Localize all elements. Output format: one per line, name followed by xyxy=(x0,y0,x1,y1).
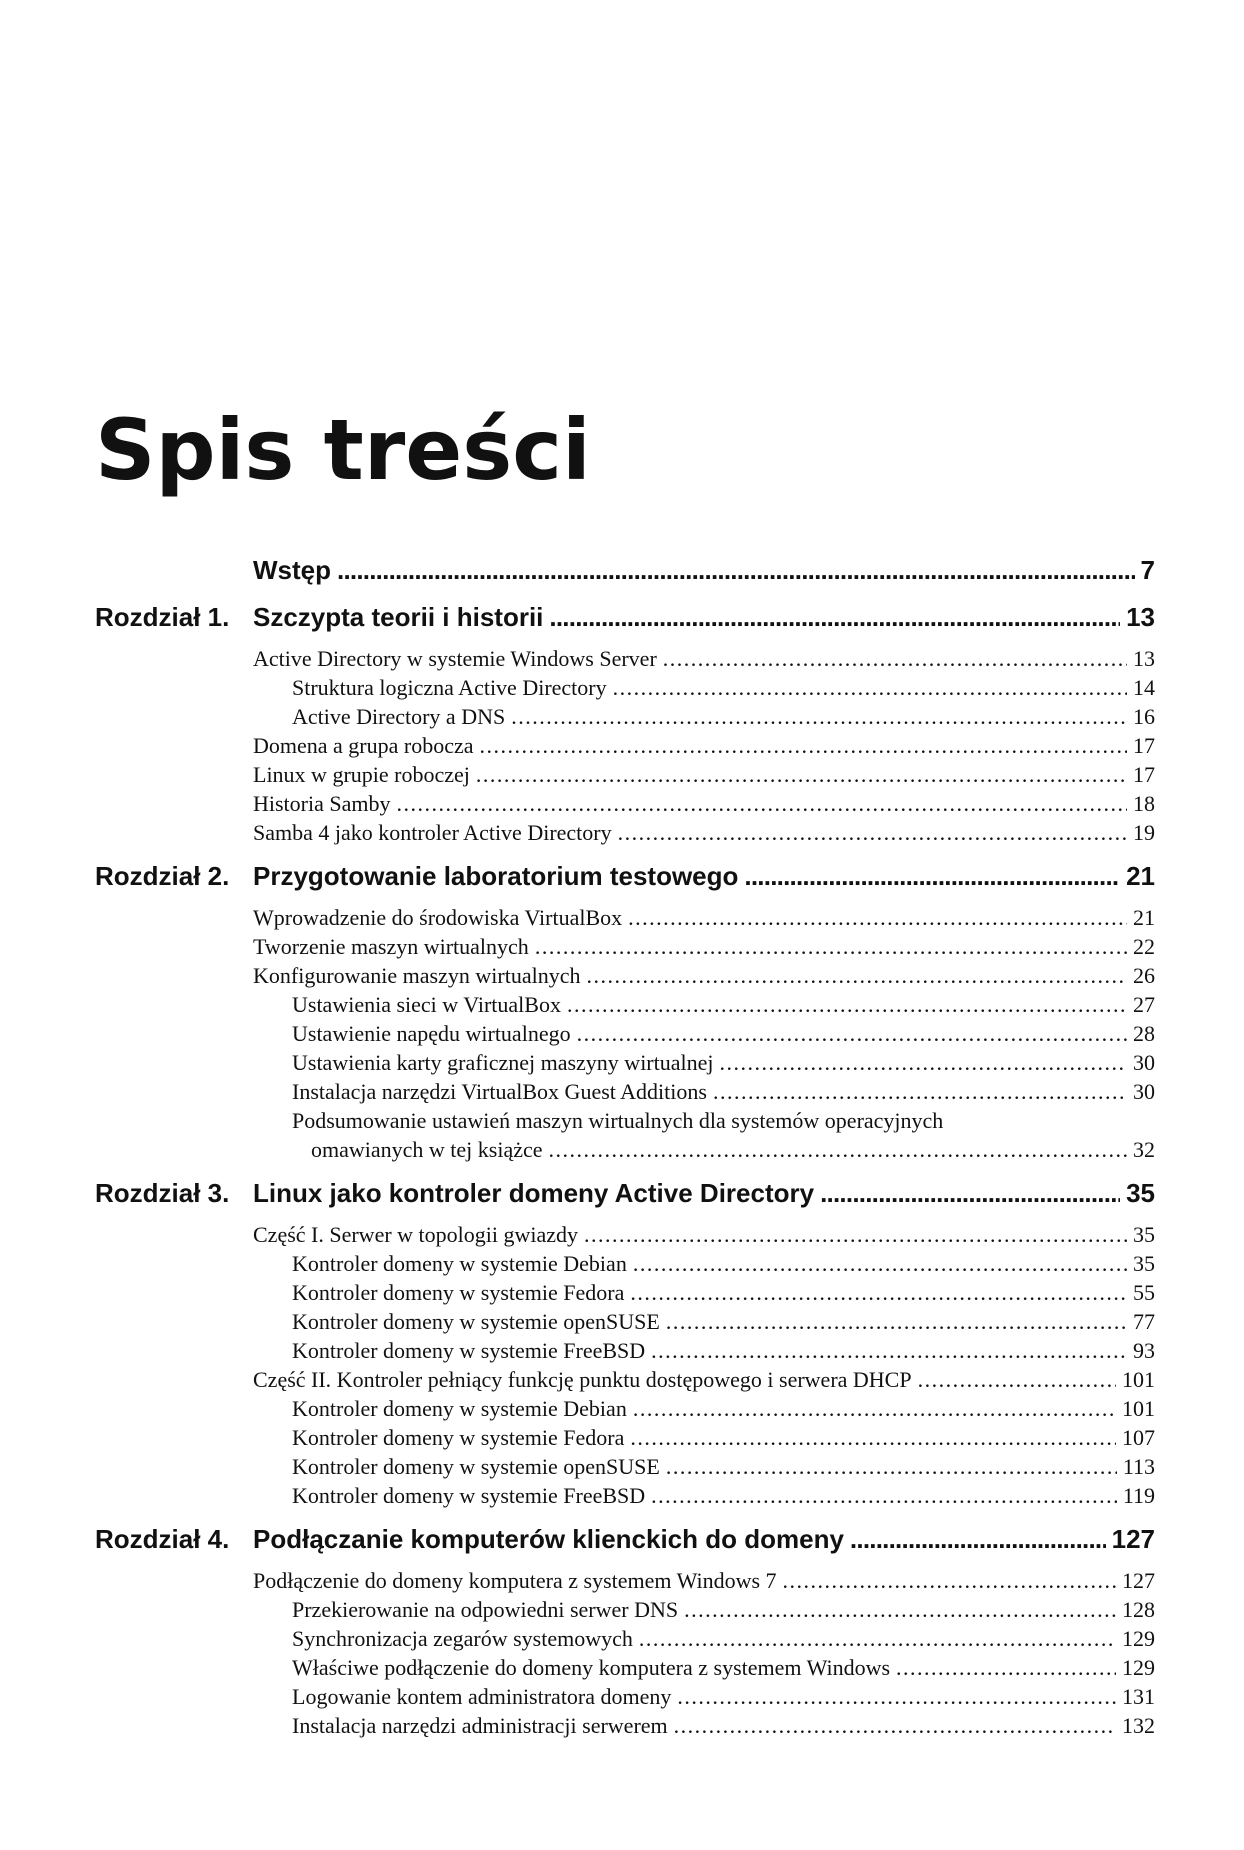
toc-section[interactable] xyxy=(292,1483,1155,1512)
chapter-number: Rozdział 3. xyxy=(95,1178,230,1208)
page-number: 13 xyxy=(1133,646,1155,671)
toc-section[interactable] xyxy=(292,1597,1155,1626)
section-title: Ustawienie napędu wirtualnego xyxy=(292,1021,571,1046)
toc-entry-intro[interactable] xyxy=(95,555,1155,599)
dot-leader xyxy=(535,934,1127,960)
toc-section[interactable] xyxy=(253,762,1155,791)
toc-section[interactable] xyxy=(292,1079,1155,1108)
section-title: Tworzenie maszyn wirtualnych xyxy=(253,934,529,959)
section-title: Instalacja narzędzi administracji serwerem xyxy=(292,1713,668,1738)
chapter-spacer xyxy=(95,1512,1155,1524)
toc-section[interactable] xyxy=(253,820,1155,849)
dot-leader xyxy=(918,1367,1116,1393)
chapter-number: Rozdział 4. xyxy=(95,1524,230,1554)
toc-section[interactable] xyxy=(253,905,1155,934)
dot-leader xyxy=(666,1454,1117,1480)
toc-chapter-1[interactable] xyxy=(95,602,1155,646)
toc-section[interactable] xyxy=(292,1309,1155,1338)
toc-chapter-2[interactable] xyxy=(95,861,1155,905)
page-number: 16 xyxy=(1133,704,1155,729)
toc-section[interactable] xyxy=(292,1425,1155,1454)
section-title: Kontroler domeny w systemie FreeBSD xyxy=(292,1338,646,1363)
section-title: Active Directory w systemie Windows Server xyxy=(253,646,657,671)
page-number: 7 xyxy=(1140,555,1155,585)
dot-leader xyxy=(651,1338,1127,1364)
section-title: Wprowadzenie do środowiska VirtualBox xyxy=(253,905,623,930)
section-title: Ustawienia karty graficznej maszyny wirtualnej xyxy=(292,1050,714,1075)
page-number: 35 xyxy=(1126,1178,1155,1208)
dot-leader xyxy=(618,820,1127,846)
page-number: 113 xyxy=(1122,1454,1155,1479)
page-number: 127 xyxy=(1111,1524,1155,1554)
dot-leader xyxy=(896,1655,1116,1681)
chapter-number: Rozdział 1. xyxy=(95,602,230,632)
page-number: 21 xyxy=(1133,905,1155,930)
section-title: Linux w grupie roboczej xyxy=(253,762,470,787)
chapter-title: Linux jako kontroler domeny Active Directory xyxy=(253,1178,815,1208)
page-number: 77 xyxy=(1133,1309,1155,1334)
dot-leader xyxy=(397,791,1128,817)
dot-leader xyxy=(677,1684,1116,1710)
section-title: Podsumowanie ustawień maszyn wirtualnych dla systemów operacyjnych xyxy=(292,1108,944,1133)
toc-section[interactable] xyxy=(292,1021,1155,1050)
dot-leader xyxy=(713,1079,1127,1105)
toc-section[interactable] xyxy=(292,1108,1155,1137)
section-title: Active Directory a DNS xyxy=(292,704,506,729)
section-title: Kontroler domeny w systemie Fedora xyxy=(292,1425,625,1450)
dot-leader xyxy=(586,963,1127,989)
dot-leader xyxy=(476,762,1127,788)
page-number: 35 xyxy=(1133,1251,1155,1276)
page-number: 28 xyxy=(1133,1021,1155,1046)
toc-section[interactable] xyxy=(292,1684,1155,1713)
toc-section[interactable] xyxy=(253,646,1155,675)
page-number: 35 xyxy=(1133,1222,1155,1247)
page-number: 129 xyxy=(1122,1626,1155,1651)
chapter-title: Przygotowanie laboratorium testowego xyxy=(253,861,739,891)
dot-leader xyxy=(633,1251,1127,1277)
dot-leader xyxy=(511,704,1127,730)
page-title: Spis treści xyxy=(95,401,591,499)
page-number: 101 xyxy=(1122,1367,1155,1392)
section-title: Podłączenie do domeny komputera z systemem Windows 7 xyxy=(253,1568,777,1593)
dot-leader xyxy=(720,1050,1127,1076)
toc-section[interactable] xyxy=(292,992,1155,1021)
toc-section[interactable] xyxy=(253,1222,1155,1251)
dot-leader xyxy=(639,1626,1116,1652)
page-number: 27 xyxy=(1133,992,1155,1017)
toc-section[interactable] xyxy=(253,1367,1155,1396)
toc-chapter-3[interactable] xyxy=(95,1178,1155,1222)
page-number: 101 xyxy=(1122,1396,1155,1421)
page-number: 30 xyxy=(1133,1079,1155,1104)
toc-section[interactable] xyxy=(292,1338,1155,1367)
page-number: 107 xyxy=(1122,1425,1155,1450)
toc-section[interactable] xyxy=(292,1713,1155,1742)
dot-leader xyxy=(684,1597,1116,1623)
section-title: Kontroler domeny w systemie Debian xyxy=(292,1251,627,1276)
toc-section[interactable] xyxy=(292,1396,1155,1425)
toc-section[interactable] xyxy=(292,704,1155,733)
section-title: Synchronizacja zegarów systemowych xyxy=(292,1626,633,1651)
section-title: Instalacja narzędzi VirtualBox Guest Additions xyxy=(292,1079,707,1104)
dot-leader xyxy=(613,675,1127,701)
page-number: 132 xyxy=(1122,1713,1155,1738)
intro-title: Wstęp xyxy=(253,555,331,585)
page-number: 13 xyxy=(1126,602,1155,632)
toc-section[interactable] xyxy=(292,1251,1155,1280)
toc-section[interactable] xyxy=(253,963,1155,992)
dot-leader xyxy=(744,861,1120,892)
page-number: 131 xyxy=(1122,1684,1155,1709)
toc-section[interactable] xyxy=(292,1050,1155,1079)
section-title: Część II. Kontroler pełniący funkcję punktu dostępowego i serwera DHCP xyxy=(253,1367,912,1392)
page-number: 14 xyxy=(1133,675,1155,700)
page-number: 128 xyxy=(1122,1597,1155,1622)
section-title: Konfigurowanie maszyn wirtualnych xyxy=(253,963,581,988)
dot-leader xyxy=(783,1568,1116,1594)
chapter-title: Szczypta teorii i historii xyxy=(253,602,544,632)
dot-leader xyxy=(820,1178,1120,1209)
page-number: 21 xyxy=(1126,861,1155,891)
dot-leader xyxy=(630,1280,1127,1306)
chapter-list xyxy=(95,602,1155,1742)
dot-leader xyxy=(480,733,1127,759)
page-number: 17 xyxy=(1133,733,1155,758)
toc-section[interactable] xyxy=(292,1454,1155,1483)
chapter-title: Podłączanie komputerów klienckich do domeny xyxy=(253,1524,844,1554)
page-number: 93 xyxy=(1133,1338,1155,1363)
page-number: 32 xyxy=(1133,1137,1155,1162)
chapter-spacer xyxy=(95,849,1155,861)
section-title: Historia Samby xyxy=(253,791,391,816)
toc-chapter-4[interactable] xyxy=(95,1524,1155,1568)
dot-leader xyxy=(567,992,1127,1018)
dot-leader xyxy=(577,1021,1127,1047)
page-number: 129 xyxy=(1122,1655,1155,1680)
page-number: 18 xyxy=(1133,791,1155,816)
dot-leader xyxy=(674,1713,1116,1739)
dot-leader xyxy=(549,602,1120,633)
section-title-continuation: omawianych w tej książce xyxy=(311,1137,543,1162)
page-number: 119 xyxy=(1122,1483,1155,1508)
section-title: Kontroler domeny w systemie openSUSE xyxy=(292,1454,660,1479)
section-title: Struktura logiczna Active Directory xyxy=(292,675,607,700)
section-title: Samba 4 jako kontroler Active Directory xyxy=(253,820,612,845)
section-title: Ustawienia sieci w VirtualBox xyxy=(292,992,561,1017)
page-number: 22 xyxy=(1133,934,1155,959)
page-number: 55 xyxy=(1133,1280,1155,1305)
section-title: Kontroler domeny w systemie FreeBSD xyxy=(292,1483,646,1508)
page-number: 127 xyxy=(1122,1568,1155,1593)
chapter-spacer xyxy=(95,1166,1155,1178)
toc-section[interactable] xyxy=(292,1280,1155,1309)
dot-leader xyxy=(666,1309,1127,1335)
toc-section[interactable] xyxy=(253,1568,1155,1597)
page-number: 17 xyxy=(1133,762,1155,787)
toc-section[interactable] xyxy=(253,733,1155,762)
section-title: Właściwe podłączenie do domeny komputera z systemem Windows xyxy=(292,1655,891,1680)
toc-section[interactable] xyxy=(292,1655,1155,1684)
page-number: 30 xyxy=(1133,1050,1155,1075)
chapter-number: Rozdział 2. xyxy=(95,861,230,891)
dot-leader xyxy=(549,1137,1127,1163)
dot-leader xyxy=(850,1524,1106,1555)
section-title: Logowanie kontem administratora domeny xyxy=(292,1684,672,1709)
toc-section[interactable] xyxy=(253,934,1155,963)
page-number: 19 xyxy=(1133,820,1155,845)
section-title: Przekierowanie na odpowiedni serwer DNS xyxy=(292,1597,679,1622)
page-number: 26 xyxy=(1133,963,1155,988)
dot-leader xyxy=(584,1222,1127,1248)
toc-section[interactable] xyxy=(292,675,1155,704)
dot-leader xyxy=(628,905,1127,931)
toc-section[interactable] xyxy=(253,791,1155,820)
toc-section[interactable] xyxy=(292,1626,1155,1655)
dot-leader xyxy=(633,1396,1116,1422)
dot-leader xyxy=(630,1425,1116,1451)
table-of-contents xyxy=(95,555,1155,1742)
section-title: Kontroler domeny w systemie Debian xyxy=(292,1396,627,1421)
section-title: Domena a grupa robocza xyxy=(253,733,474,758)
dot-leader xyxy=(651,1483,1117,1509)
toc-section-continuation[interactable] xyxy=(311,1137,1155,1166)
section-title: Kontroler domeny w systemie openSUSE xyxy=(292,1309,660,1334)
dot-leader xyxy=(663,646,1127,672)
section-title: Część I. Serwer w topologii gwiazdy xyxy=(253,1222,579,1247)
section-title: Kontroler domeny w systemie Fedora xyxy=(292,1280,625,1305)
dot-leader xyxy=(337,555,1135,586)
